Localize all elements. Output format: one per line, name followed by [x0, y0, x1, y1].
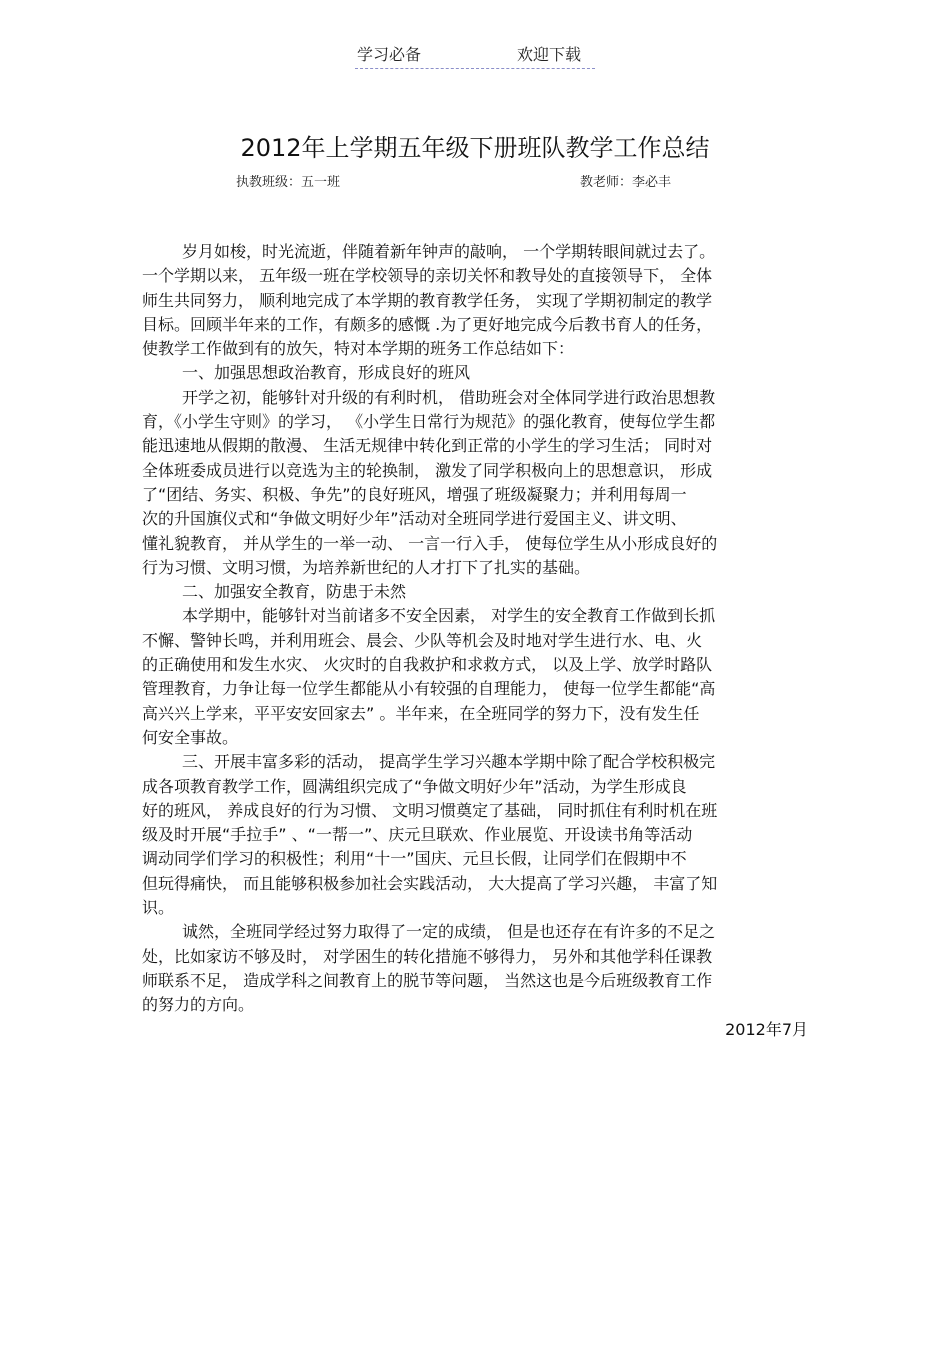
body-line: 使教学工作做到有的放矢，特对本学期的班务工作总结如下： [142, 339, 575, 359]
body-line: 了“团结、务实、积极、争先”的良好班风，增强了班级凝聚力；并利用每周一 [142, 484, 687, 504]
body-line: 的努力的方向。 [142, 995, 255, 1015]
body-line: 师联系不足， 造成学科之间教育上的脱节等问题， 当然这也是今后班级教育工作 [142, 970, 713, 990]
body-line: 开学之初，能够针对升级的有利时机， 借助班会对全体同学进行政治思想教 [182, 387, 716, 407]
body-line: 一个学期以来， 五年级一班在学校领导的亲切关怀和教导处的直接领导下， 全体 [142, 266, 713, 286]
section-heading: 三、开展丰富多彩的活动， 提高学生学习兴趣本学期中除了配合学校积极完 [182, 752, 716, 772]
body-line: 好的班风， 养成良好的行为习惯、 文明习惯奠定了基础， 同时抓住有利时机在班 [142, 800, 718, 820]
body-line: 懂礼貌教育， 并从学生的一举一动、 一言一行入手， 使每位学生从小形成良好的 [142, 533, 718, 553]
body-line: 行为习惯、文明习惯，为培养新世纪的人才打下了扎实的基础。 [142, 557, 591, 577]
body-line: 本学期中，能够针对当前诸多不安全因素， 对学生的安全教育工作做到长抓 [182, 606, 716, 626]
body-line: 岁月如梭，时光流逝，伴随着新年钟声的敲响， 一个学期转眼间就过去了。 [182, 242, 716, 261]
body-line: 的正确使用和发生水灾、 火灾时的自我救护和求救方式， 以及上学、放学时路队 [142, 655, 713, 675]
body-line: 能迅速地从假期的散漫、 生活无规律中转化到正常的小学生的学习生活； 同时对 [142, 436, 713, 456]
document-date: 2012年7月 [725, 1019, 808, 1039]
body-line: 不懈、警钟长鸣，并利用班会、晨会、少队等机会及时地对学生进行水、电、火 [142, 630, 703, 650]
body-line: 何安全事故。 [142, 727, 239, 747]
body-line: 全体班委成员进行以竞选为主的轮换制， 激发了同学积极向上的思想意识， 形成 [142, 460, 713, 480]
body-line: 诚然，全班同学经过努力取得了一定的成绩， 但是也还存在有许多的不足之 [182, 922, 716, 942]
section-heading: 二、加强安全教育，防患于未然 [182, 582, 407, 602]
body-line: 高兴兴上学来，平平安安回家去” 。半年来，在全班同学的努力下，没有发生任 [142, 703, 700, 723]
document-body [142, 240, 808, 1042]
body-line: 管理教育，力争让每一位学生都能从小有较强的自理能力， 使每一位学生都能“高 [142, 679, 716, 699]
header-left-text: 学习必备 [357, 45, 422, 64]
body-line: 级及时开展“手拉手” 、“一帮一”、庆元旦联欢、作业展览、开设读书角等活动 [142, 825, 693, 845]
body-line: 次的升国旗仪式和“争做文明好少年”活动对全班同学进行爱国主义、讲文明、 [142, 509, 687, 529]
body-line: 成各项教育教学工作，圆满组织完成了“争做文明好少年”活动，为学生形成良 [142, 776, 687, 796]
section-heading: 一、加强思想政治教育，形成良好的班风 [182, 363, 471, 383]
header-right-text: 欢迎下载 [517, 45, 582, 64]
class-label: 执教班级：五一班 [236, 175, 341, 190]
body-line: 调动同学们学习的积极性；利用“十一”国庆、元旦长假，让同学们在假期中不 [142, 849, 687, 869]
page-header [355, 42, 595, 69]
body-line: 处，比如家访不够及时， 对学困生的转化措施不够得力， 另外和其他学科任课教 [142, 946, 713, 966]
body-line: 但玩得痛快， 而且能够积极参加社会实践活动， 大大提高了学习兴趣， 丰富了知 [142, 873, 718, 893]
document-title: 2012年上学期五年级下册班队教学工作总结 [240, 134, 710, 162]
body-line: 识。 [142, 898, 175, 918]
teacher-label: 教老师：李必丰 [580, 175, 672, 190]
body-line: 师生共同努力， 顺利地完成了本学期的教育教学任务， 实现了学期初制定的教学 [142, 290, 713, 310]
body-line: 目标。回顾半年来的工作，有颇多的感慨 .为了更好地完成今后教书育人的任务， [142, 314, 713, 334]
body-line: 育，《小学生守则》的学习， 《小学生日常行为规范》的强化教育，使每位学生都 [142, 412, 716, 432]
